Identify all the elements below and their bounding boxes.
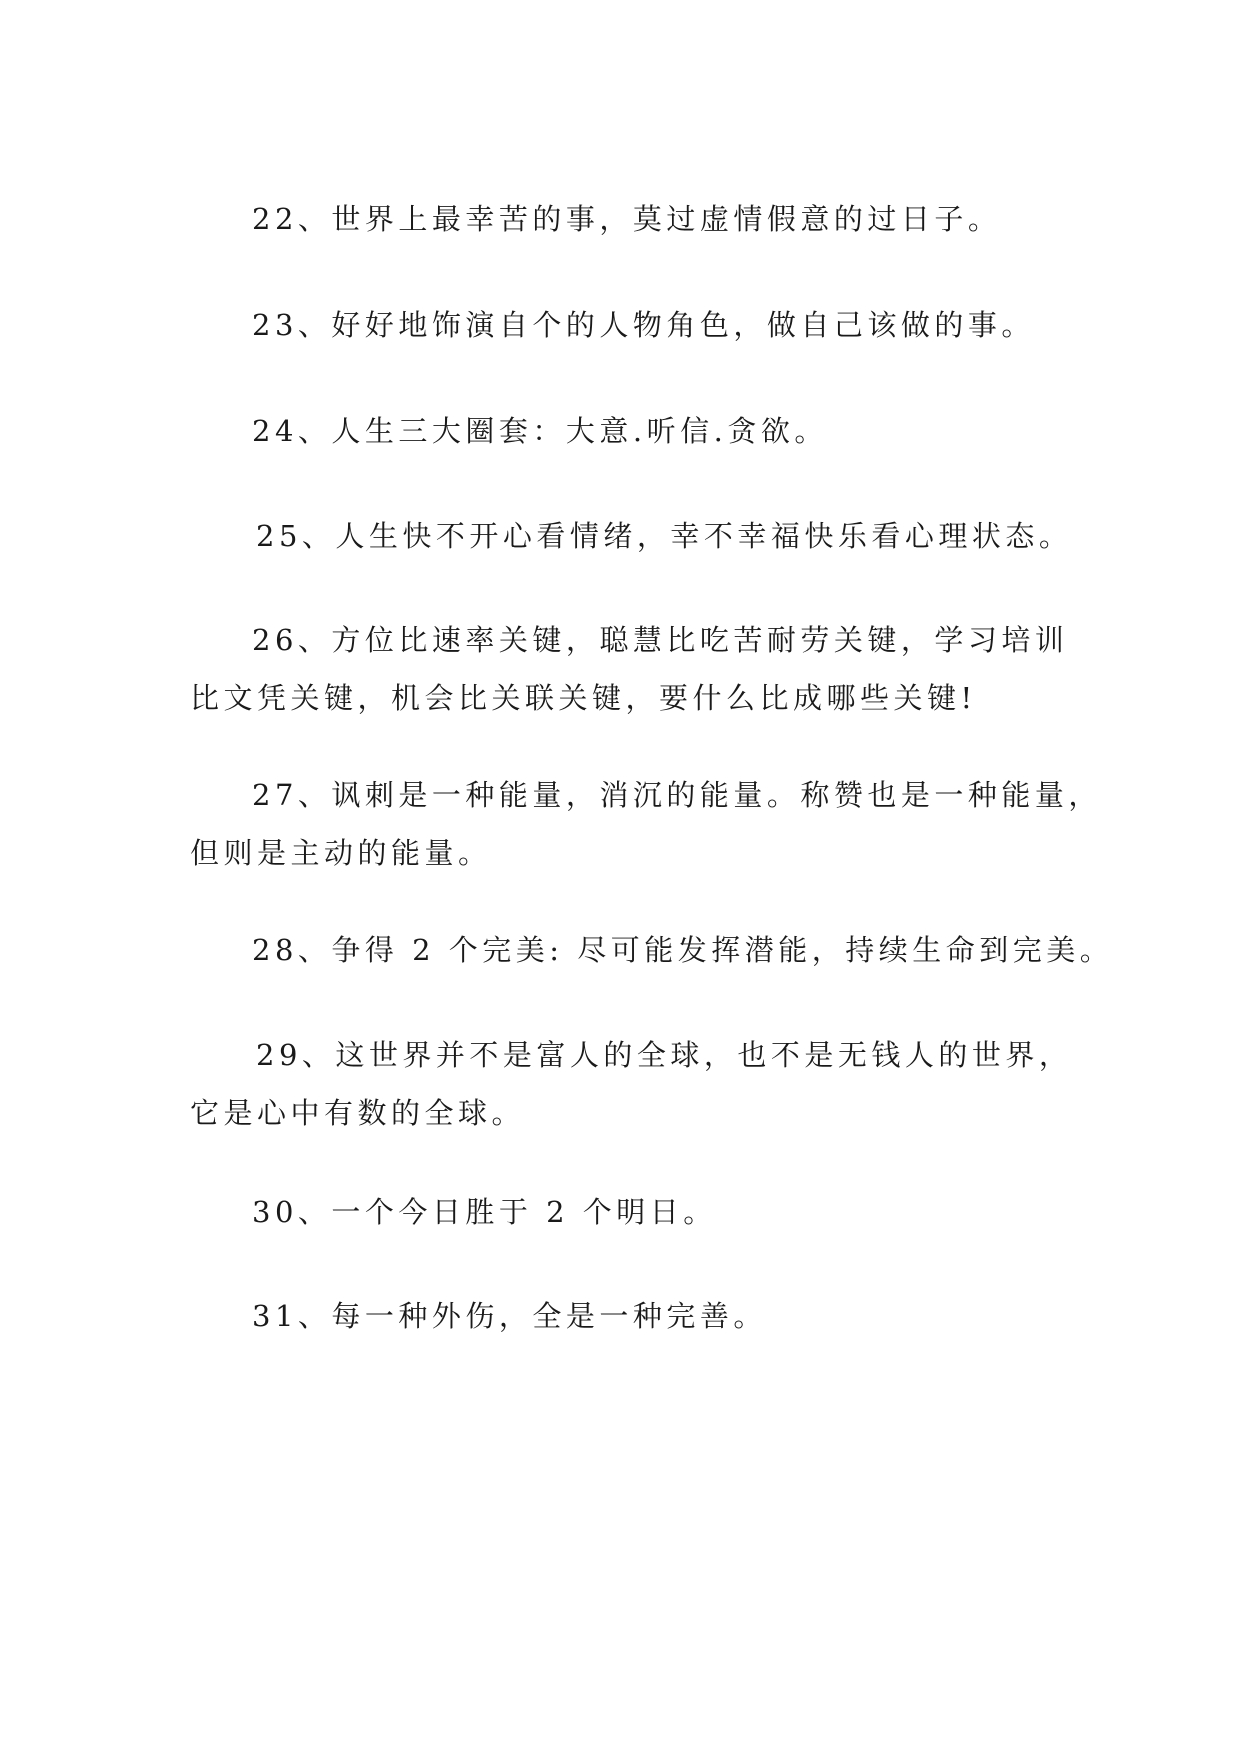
quote-23 [190, 296, 1070, 354]
quote-line: 比文凭关键，机会比关联关键，要什么比成哪些关键! [190, 681, 977, 715]
quote-line: 28、争得 2 个完美: 尽可能发挥潜能，持续生命到完美。 [252, 933, 1114, 967]
quote-22 [190, 190, 1070, 248]
quote-31 [190, 1287, 1070, 1345]
quote-line: 22、世界上最幸苦的事，莫过虚情假意的过日子。 [252, 202, 1002, 236]
quote-26 [190, 611, 1070, 727]
quote-29 [190, 1026, 1073, 1142]
quote-line: 30、一个今日胜于 2 个明日。 [252, 1195, 717, 1229]
quote-line: 31、每一种外伤，全是一种完善。 [252, 1299, 767, 1333]
quote-25 [190, 507, 1073, 565]
quote-27 [190, 766, 1102, 882]
quote-line: 25、人生快不开心看情绪，幸不幸福快乐看心理状态。 [256, 519, 1073, 553]
quote-line: 它是心中有数的全球。 [190, 1096, 526, 1130]
quote-line: 27、讽刺是一种能量，消沉的能量。称赞也是一种能量， [252, 778, 1102, 812]
quote-line: 但则是主动的能量。 [190, 836, 492, 870]
quote-30 [190, 1183, 1070, 1241]
quote-line: 29、这世界并不是富人的全球，也不是无钱人的世界， [256, 1038, 1073, 1072]
quote-24 [190, 402, 1070, 460]
quote-28 [190, 921, 1114, 979]
quote-line: 26、方位比速率关键，聪慧比吃苦耐劳关键，学习培训 [252, 623, 1069, 657]
quote-line: 23、好好地饰演自个的人物角色，做自己该做的事。 [252, 308, 1035, 342]
quote-line: 24、人生三大圈套：大意.听信.贪欲。 [252, 414, 828, 448]
